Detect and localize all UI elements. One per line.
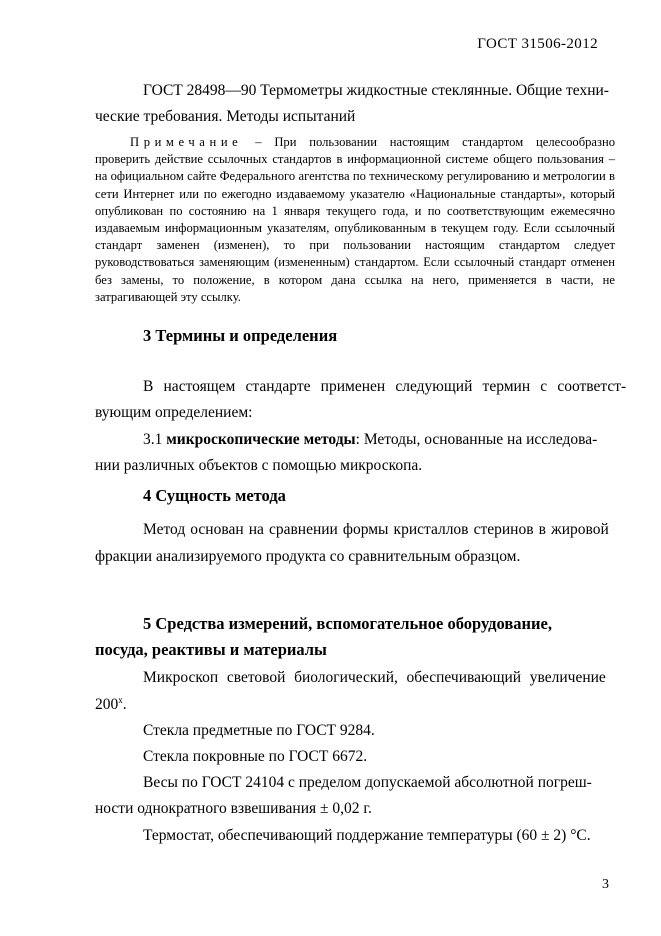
section-4-line-1: Метод основан на сравнении формы кристаллов стеринов в жировой	[143, 521, 609, 538]
definition-3-1	[143, 431, 661, 449]
magnification-value: 200	[95, 696, 119, 714]
section-5-title-line-1: 5 Средства измерений, вспомогательное оборудование,	[143, 614, 552, 633]
section-3-intro-line-2: вующим определением:	[95, 404, 253, 421]
section-3-title: 3 Термины и определения	[143, 326, 338, 345]
section-3-intro-line-1: В настоящем стандарте применен следующий термин с соответст-	[143, 378, 627, 395]
scales-line-2: ности однократного взвешивания ± 0,02 г.	[95, 800, 372, 817]
magnification-sup: х	[118, 695, 123, 705]
section-4-line-2: фракции анализируемого продукта со сравнительным образцом.	[95, 548, 521, 565]
section-5-title-line-2: посуда, реактивы и материалы	[95, 640, 327, 659]
magnification-end: .	[122, 696, 127, 714]
term-name: микроскопические методы	[166, 431, 356, 448]
thermostat-line: Термостат, обеспечивающий поддержание температуры (60 ± 2) °С.	[143, 827, 591, 844]
note-label: Примечание	[130, 135, 243, 149]
reference-line-1: ГОСТ 28498—90 Термометры жидкостные стеклянные. Общие техни-	[143, 82, 609, 99]
reference-line-2: ческие требования. Методы испытаний	[95, 108, 356, 125]
note-text: – При пользовании настоящим стандартом целесообразно проверить действие ссылочных стандартов в информационной системе общего пользования – на официальном сайте Федерального агентства по техническому регулированию и метрологии в сети Интернет или по ежегодно издаваемому указателю «Национальные стандарты», который опубликован по состоянию на 1 января текущего года, и по соответствующим ежемесячно издаваемым информационным указателям, опубликованным в текущем году. Если ссылочный стандарт заменен (изменен), то при пользовании настоящим стандартом следует руководствоваться заменяющим (измененным) стандартом. Если ссылочный стандарт отменен без замены, то положение, в котором дана ссылка на него, применяется в части, не затрагивающей эту ссылку.	[95, 135, 615, 304]
note-block	[95, 134, 615, 306]
page-number: 3	[602, 877, 609, 892]
section-4-title: 4 Сущность метода	[143, 486, 286, 505]
microscope-line-2	[95, 695, 615, 714]
definition-3-1-line-2: нии различных объектов с помощью микроскопа.	[95, 457, 423, 474]
cover-glass-line: Стекла покровные по ГОСТ 6672.	[143, 748, 368, 765]
term-number: 3.1	[143, 431, 167, 448]
term-definition: : Методы, основанные на исследова-	[355, 431, 598, 448]
scales-line-1: Весы по ГОСТ 24104 с пределом допускаемой абсолютной погреш-	[143, 774, 592, 791]
document-header-code: ГОСТ 31506-2012	[477, 36, 598, 52]
glass-slides-line: Стекла предметные по ГОСТ 9284.	[143, 722, 375, 739]
microscope-line-1: Микроскоп световой биологический, обеспечивающий увеличение	[143, 669, 606, 686]
